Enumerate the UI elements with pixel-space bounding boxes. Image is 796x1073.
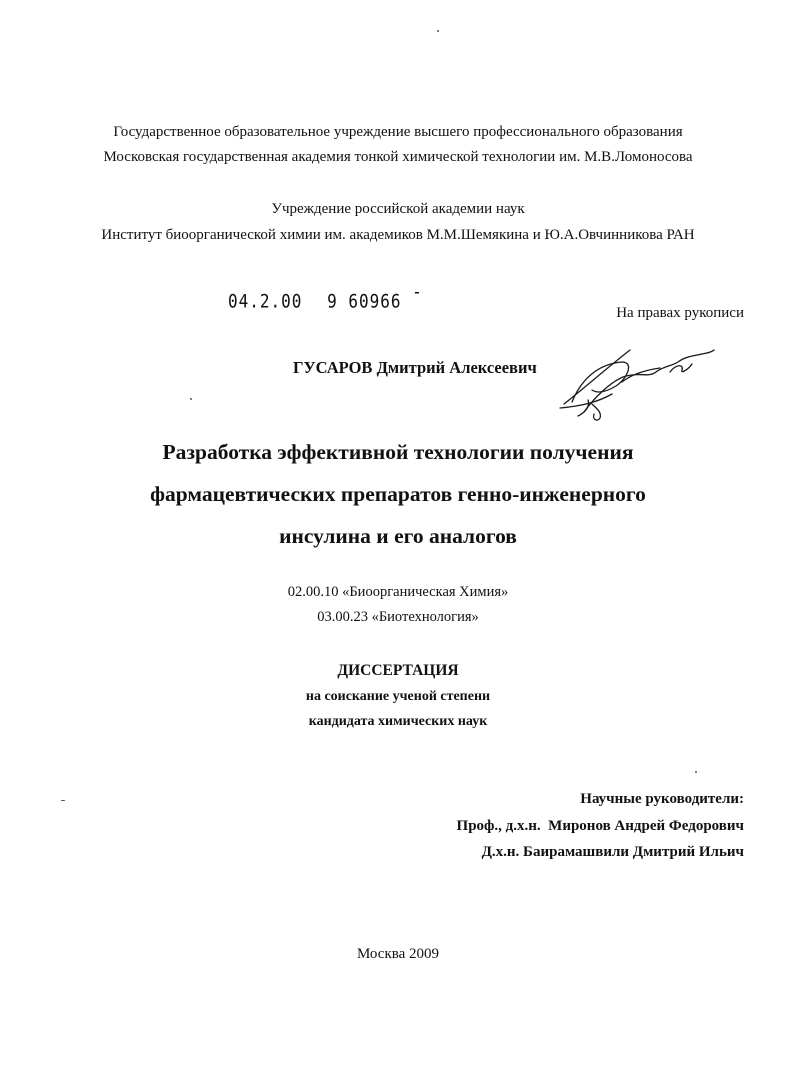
specialty-1: 02.00.10 «Биоорганическая Химия» xyxy=(287,584,509,600)
specialty-2: 03.00.23 «Биотехнология» xyxy=(317,609,479,625)
title-line-2: фармацевтических препаратов генно-инженерного xyxy=(150,482,646,506)
library-stamp xyxy=(228,280,423,312)
stamp-date: 04.2.00 xyxy=(228,290,303,312)
author-signature xyxy=(552,342,722,422)
institution-line-1: Государственное образовательное учреждение высшего профессионального образования xyxy=(113,124,683,140)
scan-speck xyxy=(437,30,439,32)
title-line-3: инсулина и его аналогов xyxy=(279,524,517,548)
rights-note: На правах рукописи xyxy=(616,305,744,321)
supervisors-heading: Научные руководители: xyxy=(580,791,744,807)
scan-speck xyxy=(695,771,697,773)
stamp-number: 9 60966 xyxy=(327,290,402,312)
title-line-1: Разработка эффективной технологии получения xyxy=(162,440,634,464)
author-name: ГУСАРОВ Дмитрий Алексеевич xyxy=(293,358,537,377)
institution-line-4: Институт биоорганической химии им. академиков М.М.Шемякина и Ю.А.Овчинникова РАН xyxy=(101,227,695,243)
city-year: Москва 2009 xyxy=(356,946,440,962)
supervisor-2: Д.х.н. Баирамашвили Дмитрий Ильич xyxy=(481,844,744,860)
scan-speck xyxy=(61,800,65,801)
dissertation-degree: кандидата химических наук xyxy=(308,714,488,729)
stamp-mark: - xyxy=(412,280,423,303)
supervisor-1: Проф., д.х.н. Миронов Андрей Федорович xyxy=(456,818,744,834)
scan-speck xyxy=(190,398,192,400)
dissertation-type: ДИССЕРТАЦИЯ xyxy=(337,662,459,679)
institution-line-2: Московская государственная академия тонкой химической технологии им. М.В.Ломоносова xyxy=(103,149,693,165)
dissertation-purpose: на соискание ученой степени xyxy=(305,689,491,704)
institution-line-3: Учреждение российской академии наук xyxy=(271,201,525,217)
